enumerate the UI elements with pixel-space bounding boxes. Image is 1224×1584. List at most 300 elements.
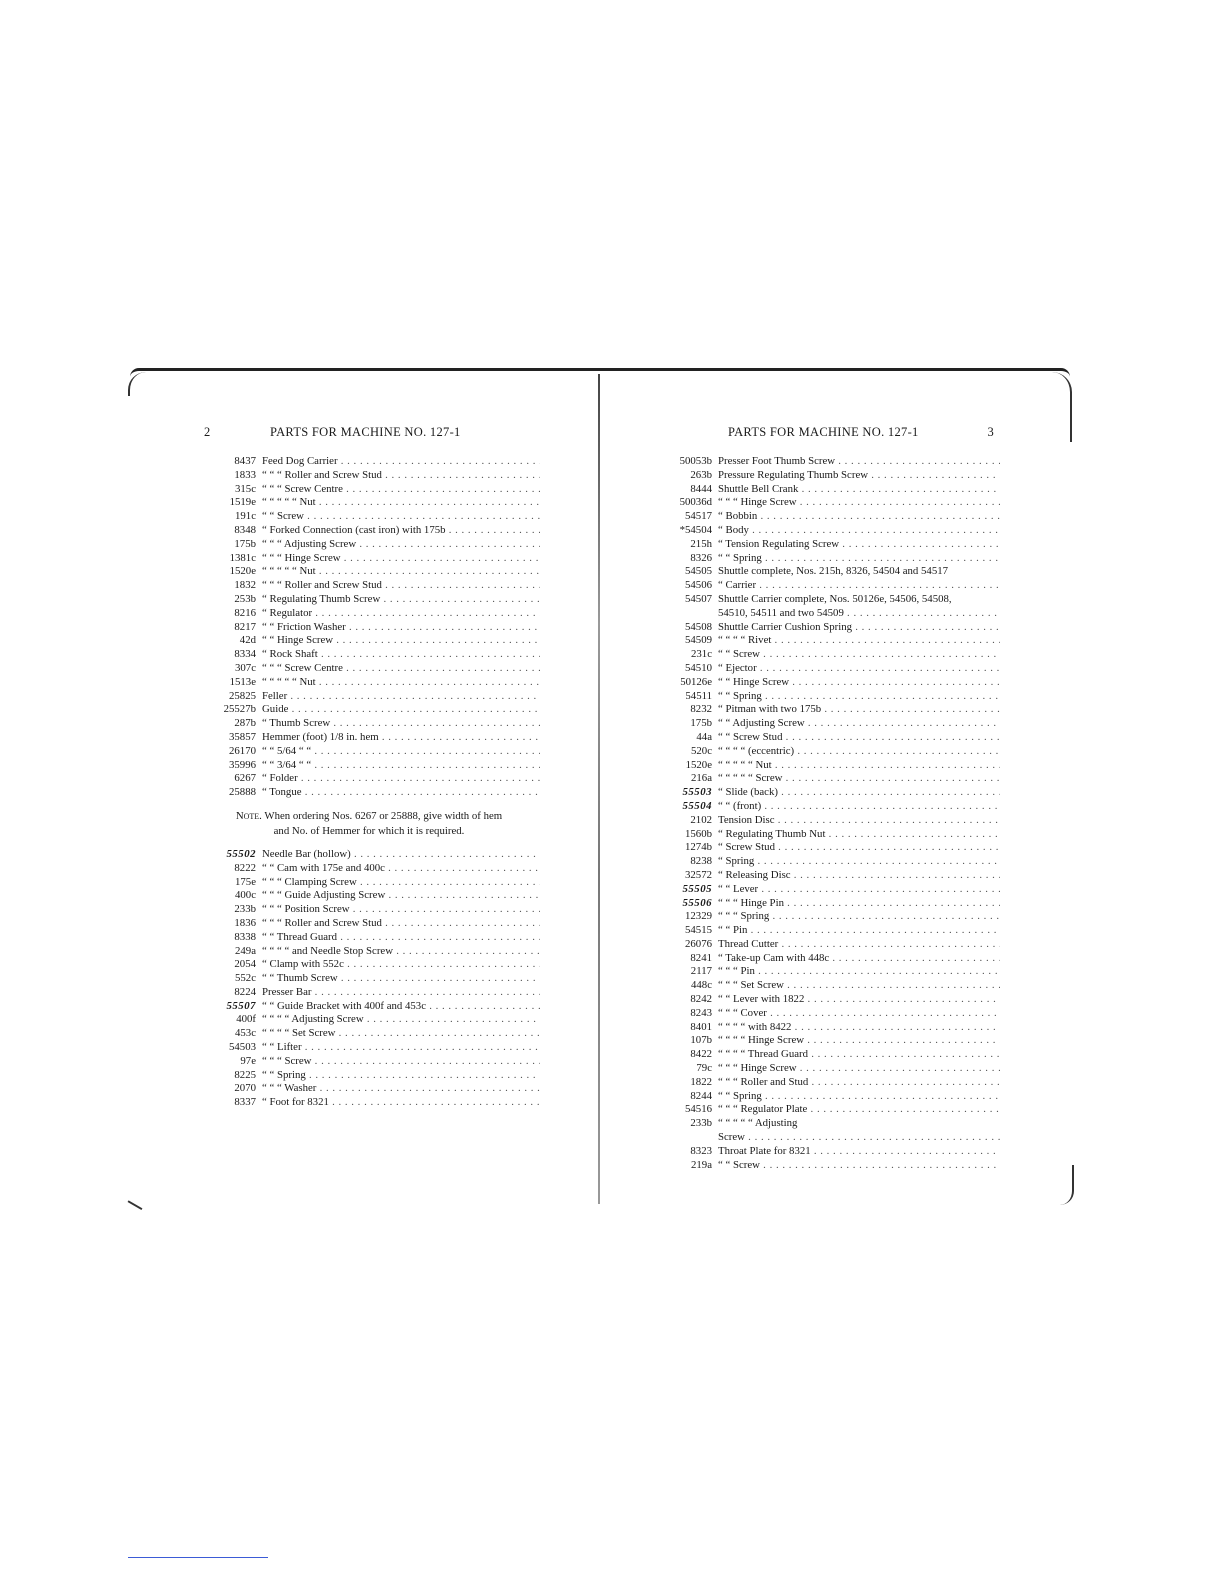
part-row [200, 1069, 540, 1083]
part-row [200, 648, 540, 662]
part-row [660, 731, 1000, 745]
part-row [200, 469, 540, 483]
part-description: “ Pitman with two 175b . . . [718, 703, 1000, 717]
part-row [660, 828, 1000, 842]
part-row [660, 938, 1000, 952]
part-description: “ “ “ “ “ Screw . . . [718, 772, 1000, 786]
part-number: 54507 [685, 592, 712, 605]
part-row [200, 745, 540, 759]
part-description: Shuttle Bell Crank . . . [718, 483, 1000, 497]
right-page [660, 425, 1000, 1172]
part-description: “ “ “ Hinge Pin . . . [718, 897, 1000, 911]
part-number: 54508 [685, 620, 712, 633]
part-description: “ “ “ “ “ Nut . . . [262, 565, 540, 579]
part-number: 249a [235, 944, 256, 957]
part-number: 8243 [690, 1006, 712, 1019]
part-description: Screw . . . [718, 1131, 1000, 1145]
part-row [660, 1076, 1000, 1090]
part-number: 1520e [229, 565, 256, 578]
part-row [660, 759, 1000, 773]
right-page-number: 3 [987, 425, 994, 439]
part-row [200, 903, 540, 917]
part-description: “ Carrier . . . [718, 579, 1000, 593]
part-description: “ “ 5/64 “ “ . . . [262, 745, 540, 759]
part-number: 1822 [690, 1075, 712, 1088]
part-row [200, 1096, 540, 1110]
part-description: “ Slide (back) . . . [718, 786, 1000, 800]
part-number: 50126e [680, 675, 712, 688]
part-number: 191c [235, 510, 256, 523]
part-row [660, 841, 1000, 855]
part-number: 216a [691, 772, 712, 785]
part-number: 1381c [229, 551, 256, 564]
part-description: “ “ “ “ and Needle Stop Screw . . . [262, 945, 540, 959]
part-description: Feed Dog Carrier . . . [262, 455, 540, 469]
part-description: Pressure Regulating Thumb Screw . . . [718, 469, 1000, 483]
part-description: “ Take-up Cam with 448c . . . [718, 952, 1000, 966]
part-number: 400c [235, 889, 256, 902]
part-row [200, 524, 540, 538]
part-description: Shuttle Carrier complete, Nos. 50126e, 54506, 54508, [718, 592, 952, 605]
part-row [660, 496, 1000, 510]
part-row [200, 772, 540, 786]
part-description: “ “ “ “ “ Nut . . . [262, 496, 540, 510]
part-row [660, 703, 1000, 717]
part-number: 6267 [234, 772, 256, 785]
part-description: “ “ Screw . . . [718, 648, 1000, 662]
part-number: 219a [691, 1158, 712, 1171]
part-description: “ “ Screw . . . [718, 1159, 1000, 1173]
part-description: “ “ “ Clamping Screw . . . [262, 876, 540, 890]
part-row [200, 579, 540, 593]
part-row [200, 552, 540, 566]
part-description: Throat Plate for 8321 . . . [718, 1145, 1000, 1159]
part-description: “ Folder . . . [262, 772, 540, 786]
part-row [660, 952, 1000, 966]
part-row [200, 972, 540, 986]
part-row [200, 759, 540, 773]
part-description: “ “ “ Guide Adjusting Screw . . . [262, 889, 540, 903]
part-row [200, 703, 540, 717]
part-description: “ “ “ “ with 8422 . . . [718, 1021, 1000, 1035]
right-running-head [660, 425, 1000, 447]
part-row [200, 538, 540, 552]
part-row [660, 897, 1000, 911]
note-label: Note. [235, 809, 262, 822]
part-row [660, 676, 1000, 690]
part-row [200, 1041, 540, 1055]
part-description: “ “ “ Position Screw . . . [262, 903, 540, 917]
part-number: 448c [691, 979, 712, 992]
book-corner-left-bottom [128, 1190, 149, 1210]
part-number: 400f [236, 1013, 256, 1026]
part-row [660, 869, 1000, 883]
part-number: 2117 [690, 965, 712, 978]
part-description: “ “ “ Screw . . . [262, 1055, 540, 1069]
part-number: 1560b [685, 827, 712, 840]
book-corner-right-bottom [1060, 1165, 1074, 1205]
part-number: *54504 [679, 523, 712, 536]
part-row [660, 924, 1000, 938]
part-description: “ “ “ Screw Centre . . . [262, 662, 540, 676]
part-number: 1513e [229, 675, 256, 688]
part-description: “ “ Screw . . . [262, 510, 540, 524]
part-row [660, 965, 1000, 979]
part-row [660, 690, 1000, 704]
part-row [660, 648, 1000, 662]
part-number: 8326 [690, 551, 712, 564]
left-running-head [200, 425, 540, 447]
part-description: “ Bobbin . . . [718, 510, 1000, 524]
part-row [200, 1055, 540, 1069]
part-row [200, 917, 540, 931]
part-number: 8238 [690, 855, 712, 868]
part-number: 175e [235, 875, 256, 888]
left-page-title: PARTS FOR MACHINE NO. 127-1 [270, 425, 461, 439]
part-number: 1833 [234, 468, 256, 481]
part-description: “ Clamp with 552c . . . [262, 958, 540, 972]
part-number: 97e [240, 1054, 256, 1067]
part-number: 453c [235, 1027, 256, 1040]
part-number: 35857 [229, 730, 256, 743]
part-description: “ “ Pin . . . [718, 924, 1000, 938]
part-description: “ Tension Regulating Screw . . . [718, 538, 1000, 552]
part-description: “ Screw Stud . . . [718, 841, 1000, 855]
part-number: 253b [234, 592, 256, 605]
part-description: “ Forked Connection (cast iron) with 175b . . . [262, 524, 540, 538]
part-number: 8444 [690, 482, 712, 495]
part-description: “ “ “ Hinge Screw . . . [718, 496, 1000, 510]
part-number: 8222 [234, 861, 256, 874]
part-description: “ “ “ “ (eccentric) . . . [718, 745, 1000, 759]
part-row [660, 772, 1000, 786]
part-row [200, 593, 540, 607]
part-row [200, 889, 540, 903]
part-number: 55506 [682, 896, 712, 909]
part-row [660, 814, 1000, 828]
part-description: “ “ “ “ Rivet . . . [718, 634, 1000, 648]
part-number: 1519e [229, 496, 256, 509]
part-description: “ “ “ Screw Centre . . . [262, 483, 540, 497]
part-row [660, 1145, 1000, 1159]
part-number: 8323 [690, 1144, 712, 1157]
part-number: 44a [696, 730, 712, 743]
part-row [660, 1062, 1000, 1076]
part-number: 307c [235, 661, 256, 674]
part-description: “ Releasing Disc . . . [718, 869, 1000, 883]
part-row [660, 483, 1000, 497]
part-number: 552c [235, 972, 256, 985]
part-number: 1274b [685, 841, 712, 854]
part-description: Shuttle Carrier Cushion Spring . . . [718, 621, 1000, 635]
part-number: 8217 [234, 620, 256, 633]
part-row [200, 731, 540, 745]
part-number: 54509 [685, 634, 712, 647]
part-description: “ “ Screw Stud . . . [718, 731, 1000, 745]
part-number: 315c [235, 482, 256, 495]
part-number: 55504 [682, 799, 712, 812]
part-row [660, 552, 1000, 566]
part-number: 8337 [234, 1096, 256, 1109]
part-number: 35996 [229, 758, 256, 771]
part-number: 233b [234, 903, 256, 916]
left-parts-list-b [200, 848, 540, 1110]
part-row [660, 662, 1000, 676]
part-row [200, 876, 540, 890]
part-description: “ “ Guide Bracket with 400f and 453c . . . [262, 1000, 540, 1014]
part-number: 79c [696, 1062, 712, 1075]
part-number: 55502 [226, 847, 256, 860]
part-description: “ “ Adjusting Screw . . . [718, 717, 1000, 731]
part-row [200, 662, 540, 676]
part-row [660, 979, 1000, 993]
part-row [660, 455, 1000, 469]
part-number: 54517 [685, 510, 712, 523]
part-description: “ “ “ “ “ Adjusting [718, 1117, 798, 1130]
part-description: “ Regulating Thumb Screw . . . [262, 593, 540, 607]
part-number: 8348 [234, 523, 256, 536]
part-row [660, 469, 1000, 483]
part-row [660, 538, 1000, 552]
part-description: “ “ Spring . . . [262, 1069, 540, 1083]
part-description: “ “ Thumb Screw . . . [262, 972, 540, 986]
part-number: 8338 [234, 930, 256, 943]
part-number: 25825 [229, 689, 256, 702]
right-page-title: PARTS FOR MACHINE NO. 127-1 [728, 425, 919, 439]
part-number: 2070 [234, 1082, 256, 1095]
part-row [200, 455, 540, 469]
part-description: “ “ Lever . . . [718, 883, 1000, 897]
part-row [660, 524, 1000, 538]
part-number: 175b [234, 537, 256, 550]
left-parts-list-a [200, 455, 540, 800]
part-number: 8334 [234, 648, 256, 661]
part-number: 233b [690, 1117, 712, 1130]
part-row [200, 945, 540, 959]
part-row [660, 1103, 1000, 1117]
part-number: 8401 [690, 1020, 712, 1033]
part-row [660, 1021, 1000, 1035]
part-number: 107b [690, 1034, 712, 1047]
part-number: 12329 [685, 910, 712, 923]
part-row [660, 1034, 1000, 1048]
part-description: “ Regulating Thumb Nut . . . [718, 828, 1000, 842]
part-number: 26170 [229, 744, 256, 757]
part-row [200, 690, 540, 704]
part-number: 1836 [234, 916, 256, 929]
part-number: 54515 [685, 924, 712, 937]
part-number: 1832 [234, 579, 256, 592]
part-description: “ “ Friction Washer . . . [262, 621, 540, 635]
part-description: “ “ “ “ “ Nut . . . [262, 676, 540, 690]
part-description: “ Thumb Screw . . . [262, 717, 540, 731]
part-number: 54516 [685, 1103, 712, 1116]
part-number: 55503 [682, 786, 712, 799]
book-edge-top [130, 368, 1070, 377]
part-row [660, 745, 1000, 759]
part-description: “ “ “ Cover . . . [718, 1007, 1000, 1021]
part-description: Hemmer (foot) 1/8 in. hem . . . [262, 731, 540, 745]
part-number: 26076 [685, 937, 712, 950]
part-description: “ “ “ Roller and Screw Stud . . . [262, 917, 540, 931]
part-number: 175b [690, 717, 712, 730]
part-number: 54510 [685, 661, 712, 674]
part-number: 42d [239, 634, 256, 647]
part-description: “ “ “ “ Hinge Screw . . . [718, 1034, 1000, 1048]
part-number: 2054 [234, 958, 256, 971]
part-row [200, 510, 540, 524]
part-number: 8225 [234, 1068, 256, 1081]
part-number: 25527b [223, 703, 256, 716]
part-number: 8437 [234, 455, 256, 467]
part-description: “ “ “ Washer . . . [262, 1082, 540, 1096]
right-parts-list [660, 455, 1000, 1172]
part-number: 8422 [690, 1048, 712, 1061]
part-description: “ “ “ Pin . . . [718, 965, 1000, 979]
part-row [200, 621, 540, 635]
part-description: “ “ (front) . . . [718, 800, 1000, 814]
part-row [200, 986, 540, 1000]
part-description: “ Foot for 8321 . . . [262, 1096, 540, 1110]
part-number: 8216 [234, 606, 256, 619]
left-page-number: 2 [204, 425, 211, 439]
part-description: “ “ Spring . . . [718, 552, 1000, 566]
part-description: “ “ Lever with 1822 . . . [718, 993, 1000, 1007]
part-row [660, 593, 1000, 607]
part-row [660, 607, 1000, 621]
hemmer-note [234, 809, 504, 839]
part-number: 55507 [226, 999, 256, 1012]
part-number: 8241 [690, 951, 712, 964]
part-row [660, 1090, 1000, 1104]
part-number: 50036d [679, 496, 712, 509]
part-description: “ Spring . . . [718, 855, 1000, 869]
part-description: Feller . . . [262, 690, 540, 704]
part-description: “ Regulator . . . [262, 607, 540, 621]
part-number: 32572 [685, 868, 712, 881]
note-text: When ordering Nos. 6267 or 25888, give width of hem and No. of Hemmer for which it is required. [264, 809, 503, 837]
part-row [200, 496, 540, 510]
part-row [200, 676, 540, 690]
part-number: 50053b [679, 455, 712, 467]
part-row [660, 883, 1000, 897]
part-row [660, 634, 1000, 648]
part-row [200, 862, 540, 876]
part-row [660, 855, 1000, 869]
part-description: Guide . . . [262, 703, 540, 717]
part-number: 231c [691, 648, 712, 661]
part-row [200, 958, 540, 972]
part-row [200, 1027, 540, 1041]
part-description: Shuttle complete, Nos. 215h, 8326, 54504 and 54517 [718, 565, 949, 578]
part-row [200, 1000, 540, 1014]
part-description: “ “ Hinge Screw . . . [262, 634, 540, 648]
part-description: “ Ejector . . . [718, 662, 1000, 676]
part-number: 8224 [234, 985, 256, 998]
part-description: “ “ “ Adjusting Screw . . . [262, 538, 540, 552]
part-number: 263b [690, 468, 712, 481]
part-description: “ Tongue . . . [262, 786, 540, 800]
left-page [200, 425, 540, 1110]
part-row [200, 607, 540, 621]
part-row [200, 634, 540, 648]
part-row [660, 621, 1000, 635]
part-row [200, 848, 540, 862]
book-corner-right [1052, 372, 1072, 442]
part-row [200, 786, 540, 800]
part-description: “ “ Hinge Screw . . . [718, 676, 1000, 690]
part-row [660, 1117, 1000, 1131]
part-description: “ “ “ Roller and Screw Stud . . . [262, 579, 540, 593]
part-description: “ “ “ “ Set Screw . . . [262, 1027, 540, 1041]
part-row [660, 579, 1000, 593]
part-description: Presser Bar . . . [262, 986, 540, 1000]
part-number: 8242 [690, 993, 712, 1006]
part-description: “ “ “ “ Adjusting Screw . . . [262, 1013, 540, 1027]
part-row [660, 800, 1000, 814]
part-description: “ “ “ “ “ Nut . . . [718, 759, 1000, 773]
part-description: Thread Cutter . . . [718, 938, 1000, 952]
part-row [660, 1007, 1000, 1021]
part-number: 215h [690, 537, 712, 550]
part-row [660, 510, 1000, 524]
part-number: 55505 [682, 882, 712, 895]
bottom-rule [128, 1557, 268, 1558]
part-row [660, 1131, 1000, 1145]
part-description: “ “ Lifter . . . [262, 1041, 540, 1055]
part-number: 54503 [229, 1041, 256, 1054]
part-number: 520c [691, 744, 712, 757]
part-description: 54510, 54511 and two 54509 . . . [718, 607, 1000, 621]
part-row [200, 483, 540, 497]
part-description: “ “ 3/64 “ “ . . . [262, 759, 540, 773]
part-number: 54505 [685, 565, 712, 578]
part-row [200, 717, 540, 731]
part-row [200, 565, 540, 579]
part-description: Tension Disc . . . [718, 814, 1000, 828]
part-description: “ “ “ Spring . . . [718, 910, 1000, 924]
part-row [200, 1013, 540, 1027]
part-description: “ Rock Shaft . . . [262, 648, 540, 662]
part-description: “ “ Cam with 175e and 400c . . . [262, 862, 540, 876]
part-row [660, 910, 1000, 924]
part-number: 2102 [690, 813, 712, 826]
part-number: 1520e [685, 758, 712, 771]
part-number: 8244 [690, 1089, 712, 1102]
part-description: “ Body . . . [718, 524, 1000, 538]
part-description: “ “ Spring . . . [718, 1090, 1000, 1104]
part-description: “ “ Thread Guard . . . [262, 931, 540, 945]
part-row [660, 993, 1000, 1007]
part-description: “ “ “ Set Screw . . . [718, 979, 1000, 993]
part-description: “ “ “ Roller and Stud . . . [718, 1076, 1000, 1090]
part-row [660, 565, 1000, 579]
part-description: “ “ “ Roller and Screw Stud . . . [262, 469, 540, 483]
part-number: 287b [234, 717, 256, 730]
part-description: “ “ “ Hinge Screw . . . [262, 552, 540, 566]
book-gutter [598, 374, 600, 1204]
part-number: 8232 [690, 703, 712, 716]
part-row [200, 931, 540, 945]
part-description: Presser Foot Thumb Screw . . . [718, 455, 1000, 469]
part-description: “ “ “ “ Thread Guard . . . [718, 1048, 1000, 1062]
part-number: 54511 [685, 689, 712, 702]
part-row [660, 1159, 1000, 1173]
part-description: “ “ “ Hinge Screw . . . [718, 1062, 1000, 1076]
part-description: Needle Bar (hollow) . . . [262, 848, 540, 862]
part-description: “ “ Spring . . . [718, 690, 1000, 704]
part-number: 25888 [229, 786, 256, 799]
